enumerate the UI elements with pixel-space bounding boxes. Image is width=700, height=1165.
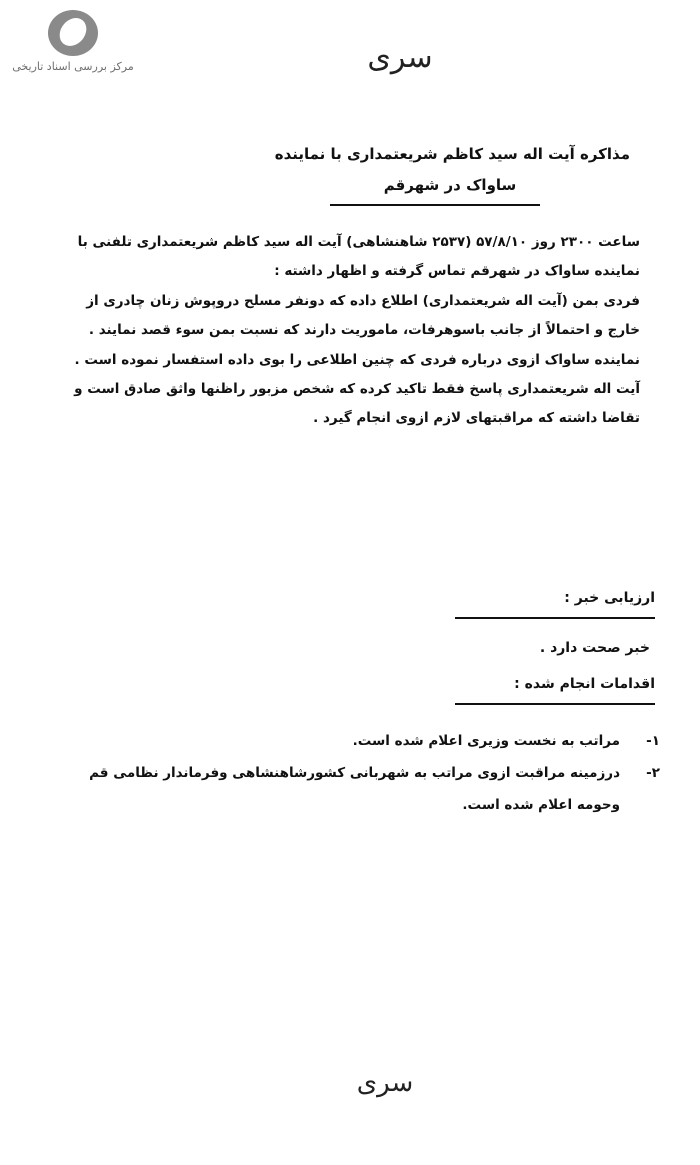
assessment-value: خبر صحت دارد .	[539, 640, 650, 656]
body-paragraph: نماینده ساواک ازوی درباره فردی که چنین اطلاعی را بوی داده استفسار نموده است .	[74, 351, 640, 368]
classification-top: سری	[367, 40, 433, 75]
list-item-number: ۲-	[646, 765, 660, 781]
document-body	[60, 228, 640, 434]
document-title-line1: مذاکره آیت اله سید کاظم شریعتمداری با نماینده	[274, 145, 630, 163]
list-item-text: درزمینه مراقبت ازوی مراتب به شهربانی کشورشاهنشاهی وفرماندار نظامی قم وحومه اعلام شده است.	[89, 765, 620, 813]
document-title-line2: ساواک در شهرقم	[383, 176, 517, 194]
assessment-underline	[455, 617, 655, 619]
assessment-label: ارزیابی خبر :	[564, 590, 655, 606]
list-item-text: مراتب به نخست وزیری اعلام شده است.	[352, 733, 620, 749]
list-item	[60, 725, 660, 757]
watermark-org-name: مرکز بررسی اسناد تاریخی	[12, 60, 134, 73]
title-underline	[330, 204, 540, 206]
archive-logo-icon	[48, 10, 98, 56]
list-item-number: ۱-	[646, 733, 660, 749]
list-item	[60, 757, 660, 821]
watermark-logo	[8, 8, 138, 78]
body-paragraph: فردی بمن (آیت اله شریعتمداری) اطلاع داده که دونفر مسلح دروپوش زنان چادری از خارج و احتمالاً از جانب باسوهرفات، ماموریت دارند که نسبت بمن سوء قصد نمایند .	[86, 292, 640, 339]
classification-bottom: سری	[356, 1068, 414, 1098]
body-paragraph: ساعت ۲۳۰۰ روز ۵۷/۸/۱۰ (۲۵۳۷ شاهنشاهی) آیت اله سید کاظم شریعتمداری تلفنی با نماینده ساواک در شهرقم تماس گرفته و اظهار داشته :	[77, 234, 640, 280]
actions-list	[60, 725, 660, 821]
body-paragraph: آیت اله شریعتمداری پاسخ فقط تاکید کرده که شخص مزبور راظنها واثق صادق است و تقاضا داشته که مراقبتهای لازم ازوی انجام گیرد .	[74, 381, 640, 427]
actions-label: اقدامات انجام شده :	[514, 676, 655, 692]
actions-underline	[455, 703, 655, 705]
